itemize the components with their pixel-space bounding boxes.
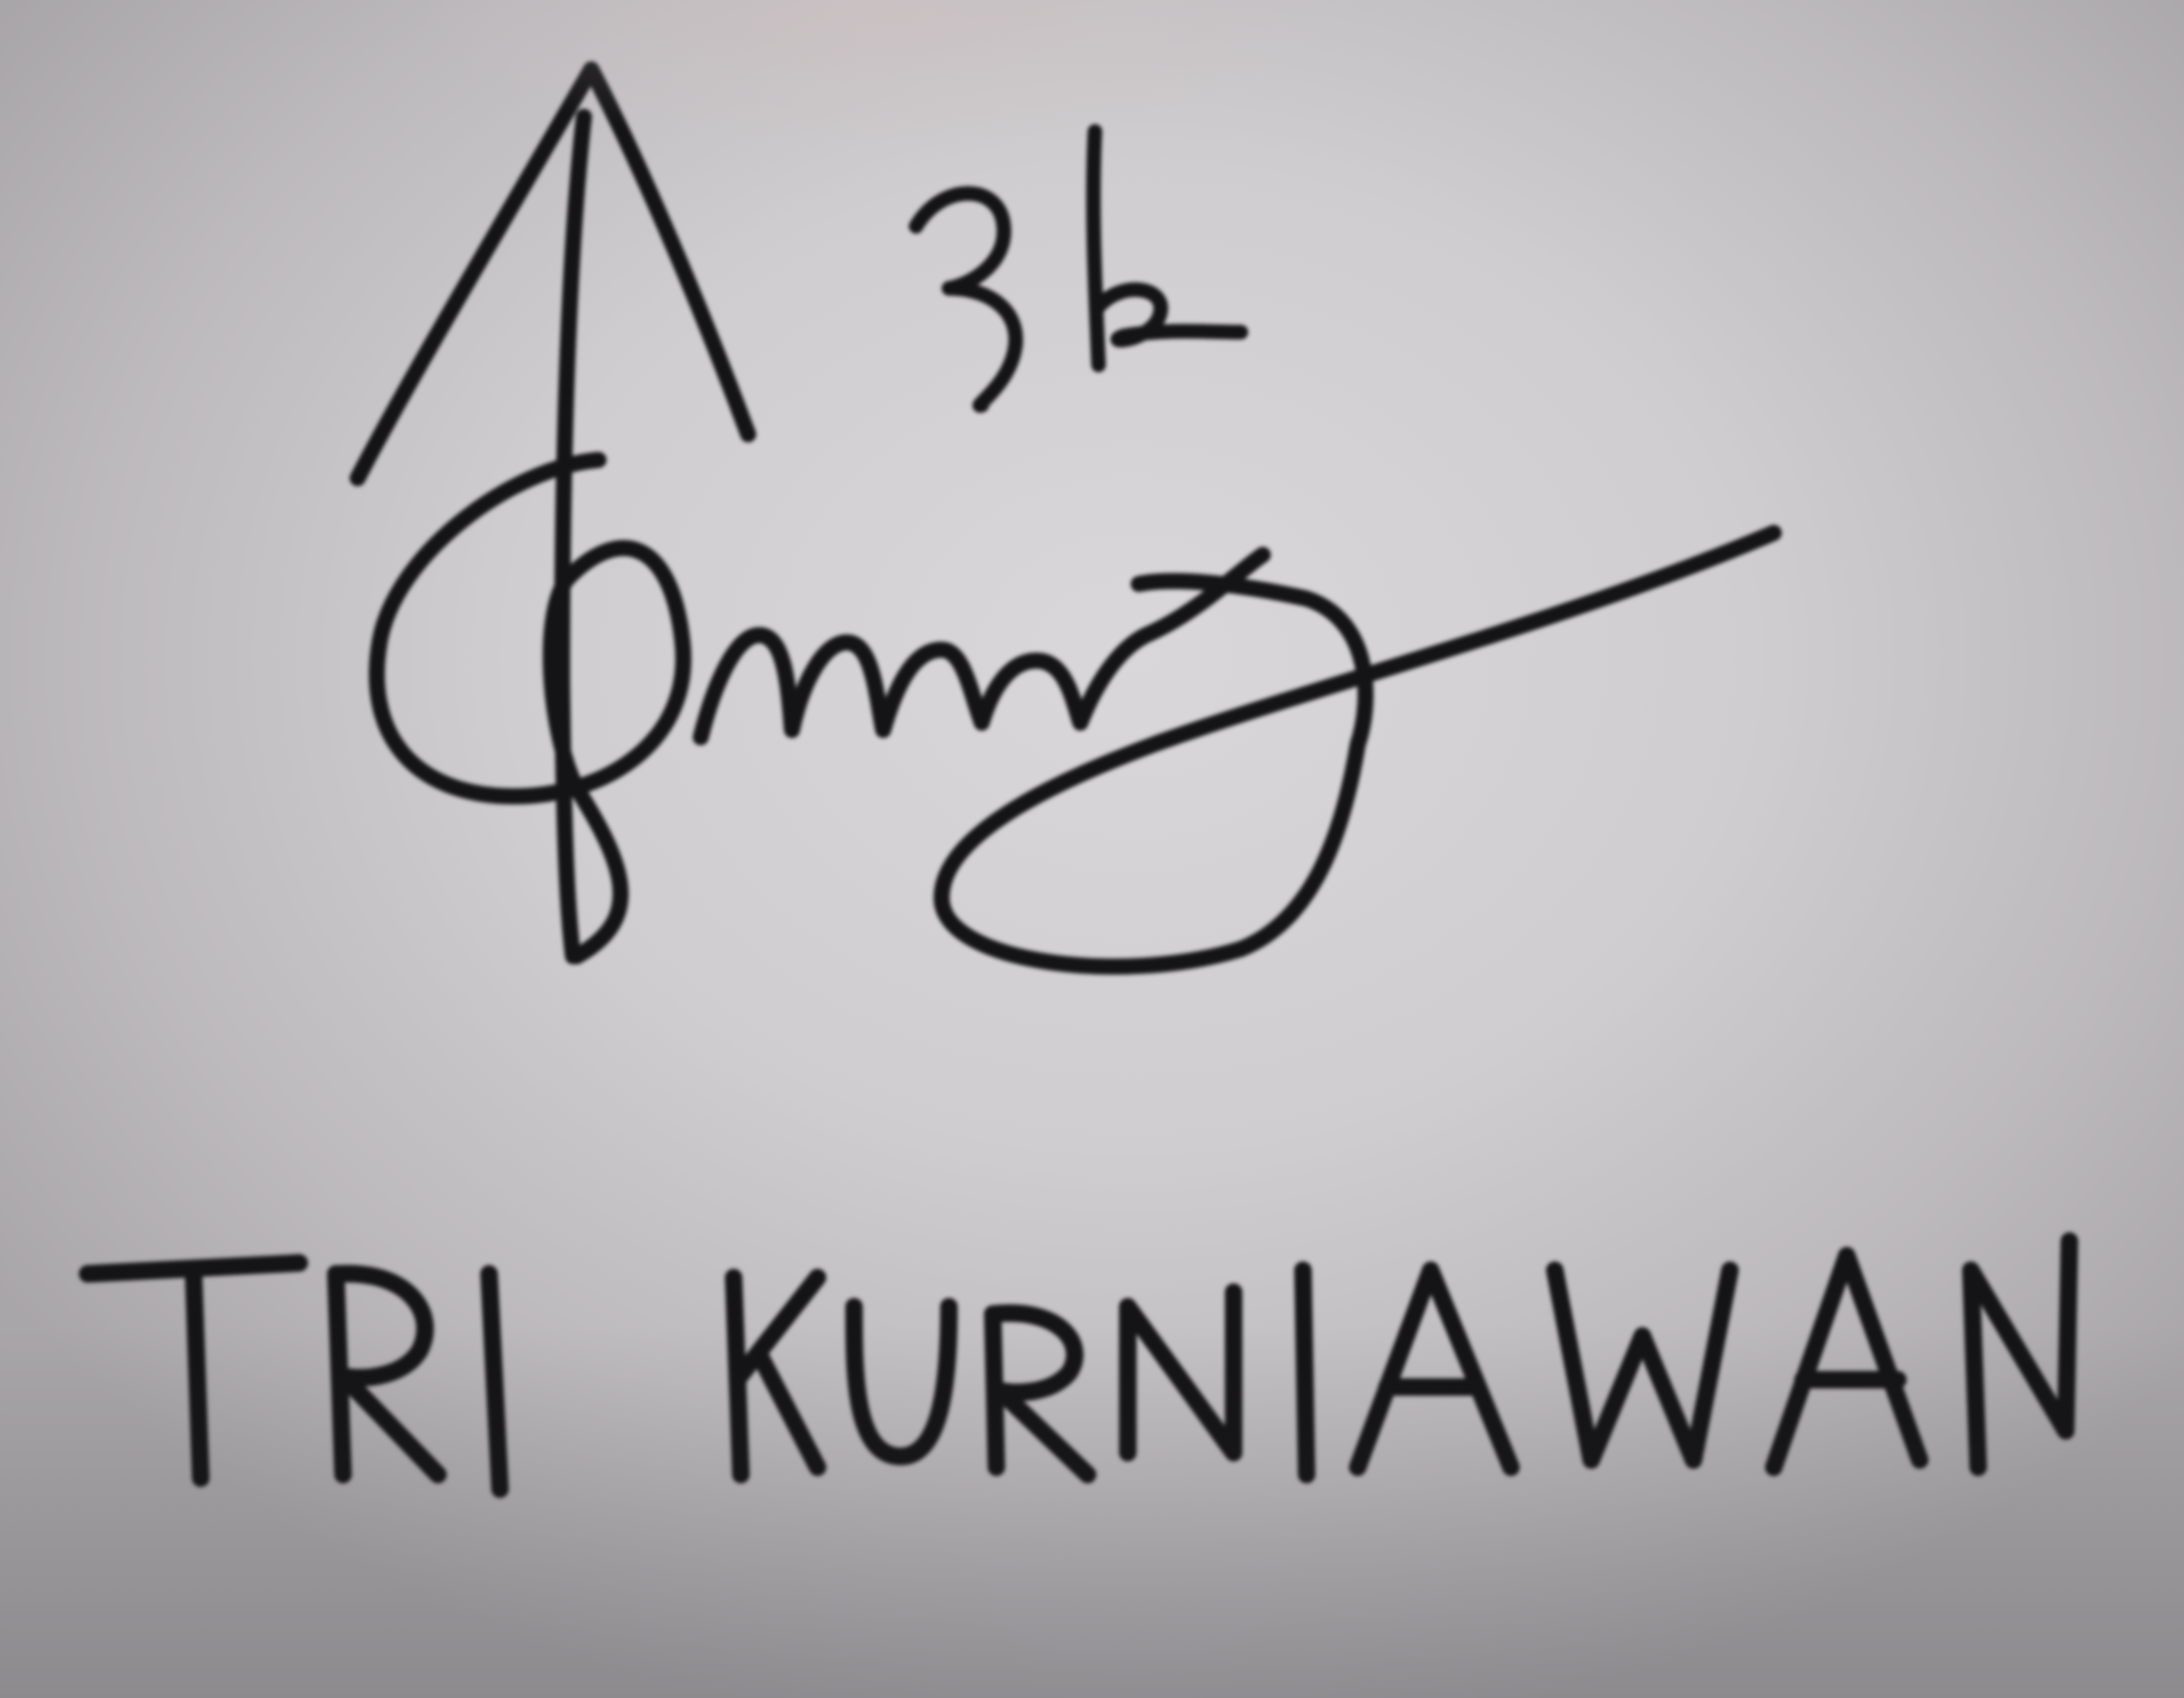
signature-3k-mark xyxy=(916,131,1241,406)
printed-name-lettering xyxy=(88,1241,2069,1489)
signature-cursive-body xyxy=(701,533,1774,967)
signature-peak-stroke xyxy=(358,69,748,478)
signature-vertical-stroke xyxy=(562,117,584,956)
signature-loop xyxy=(377,460,683,956)
